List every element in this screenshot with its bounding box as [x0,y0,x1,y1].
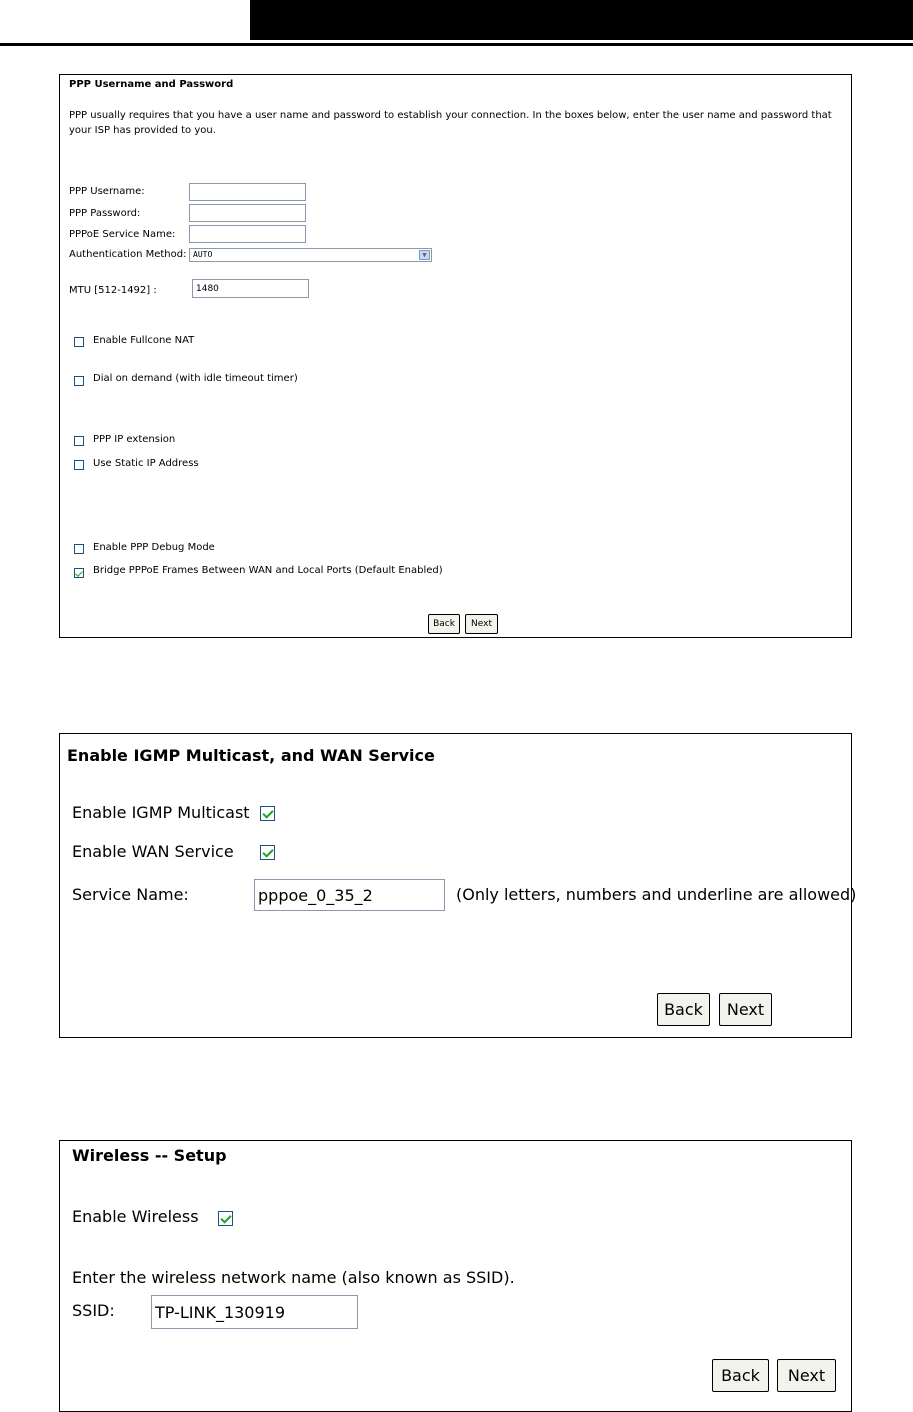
igmp-next-button[interactable]: Next [719,993,772,1026]
mtu-input[interactable] [192,279,309,298]
wan-service-checkbox[interactable] [260,845,275,860]
ppp-ip-extension-checkbox[interactable] [74,436,84,446]
bridge-pppoe-label: Bridge PPPoE Frames Between WAN and Local Ports (Default Enabled) [93,565,443,576]
fullcone-nat-label: Enable Fullcone NAT [93,335,195,346]
ppp-username-input[interactable] [189,183,306,201]
wan-service-label: Enable WAN Service [72,842,234,861]
ssid-prompt: Enter the wireless network name (also known as SSID). [72,1268,515,1287]
header-bar [250,0,913,40]
ppp-password-label: PPP Password: [69,208,141,219]
check-mark-icon [220,1212,231,1223]
igmp-multicast-checkbox[interactable] [260,806,275,821]
enable-wireless-label: Enable Wireless [72,1207,199,1226]
ppp-username-label: PPP Username: [69,186,145,197]
fullcone-nat-checkbox[interactable] [74,337,84,347]
service-name-label: Service Name: [72,885,189,904]
header-rule [0,43,913,46]
check-mark-icon [262,807,273,818]
static-ip-label: Use Static IP Address [93,458,199,469]
wireless-title: Wireless -- Setup [72,1146,227,1165]
ppp-debug-mode-checkbox[interactable] [74,544,84,554]
enable-wireless-checkbox[interactable] [218,1211,233,1226]
pppoe-service-name-label: PPPoE Service Name: [69,229,176,240]
wireless-back-button[interactable]: Back [712,1359,769,1392]
igmp-title: Enable IGMP Multicast, and WAN Service [67,746,435,765]
bridge-pppoe-checkbox[interactable] [74,568,84,578]
check-mark-icon [262,846,273,857]
check-mark-icon [75,569,83,577]
dial-on-demand-label: Dial on demand (with idle timeout timer) [93,373,298,384]
wireless-next-button[interactable]: Next [777,1359,836,1392]
pppoe-service-name-input[interactable] [189,225,306,243]
igmp-multicast-label: Enable IGMP Multicast [72,803,250,822]
ppp-debug-mode-label: Enable PPP Debug Mode [93,542,215,553]
igmp-wan-panel [59,733,857,1038]
service-name-hint: (Only letters, numbers and underline are allowed) [456,885,857,904]
wireless-setup-panel [59,1140,852,1412]
chevron-down-icon[interactable]: ▼ [419,250,430,260]
mtu-label: MTU [512-1492] : [69,285,157,296]
igmp-back-button[interactable]: Back [657,993,710,1026]
ppp-intro-text: PPP usually requires that you have a user name and password to establish your connection. In the boxes below, enter the user name and password that your ISP has provided to you. [69,110,832,136]
auth-method-value: AUTO [193,250,213,259]
ppp-back-button[interactable]: Back [428,614,460,634]
ppp-next-button[interactable]: Next [465,614,498,634]
ssid-input[interactable] [151,1295,358,1329]
ppp-settings-panel [59,74,852,638]
ppp-password-input[interactable] [189,204,306,222]
ppp-ip-extension-label: PPP IP extension [93,434,176,445]
ssid-label: SSID: [72,1301,115,1320]
auth-method-label: Authentication Method: [69,249,187,260]
static-ip-checkbox[interactable] [74,460,84,470]
dial-on-demand-checkbox[interactable] [74,376,84,386]
service-name-input[interactable] [254,879,445,911]
ppp-title: PPP Username and Password [69,79,234,90]
auth-method-select[interactable] [189,248,432,262]
